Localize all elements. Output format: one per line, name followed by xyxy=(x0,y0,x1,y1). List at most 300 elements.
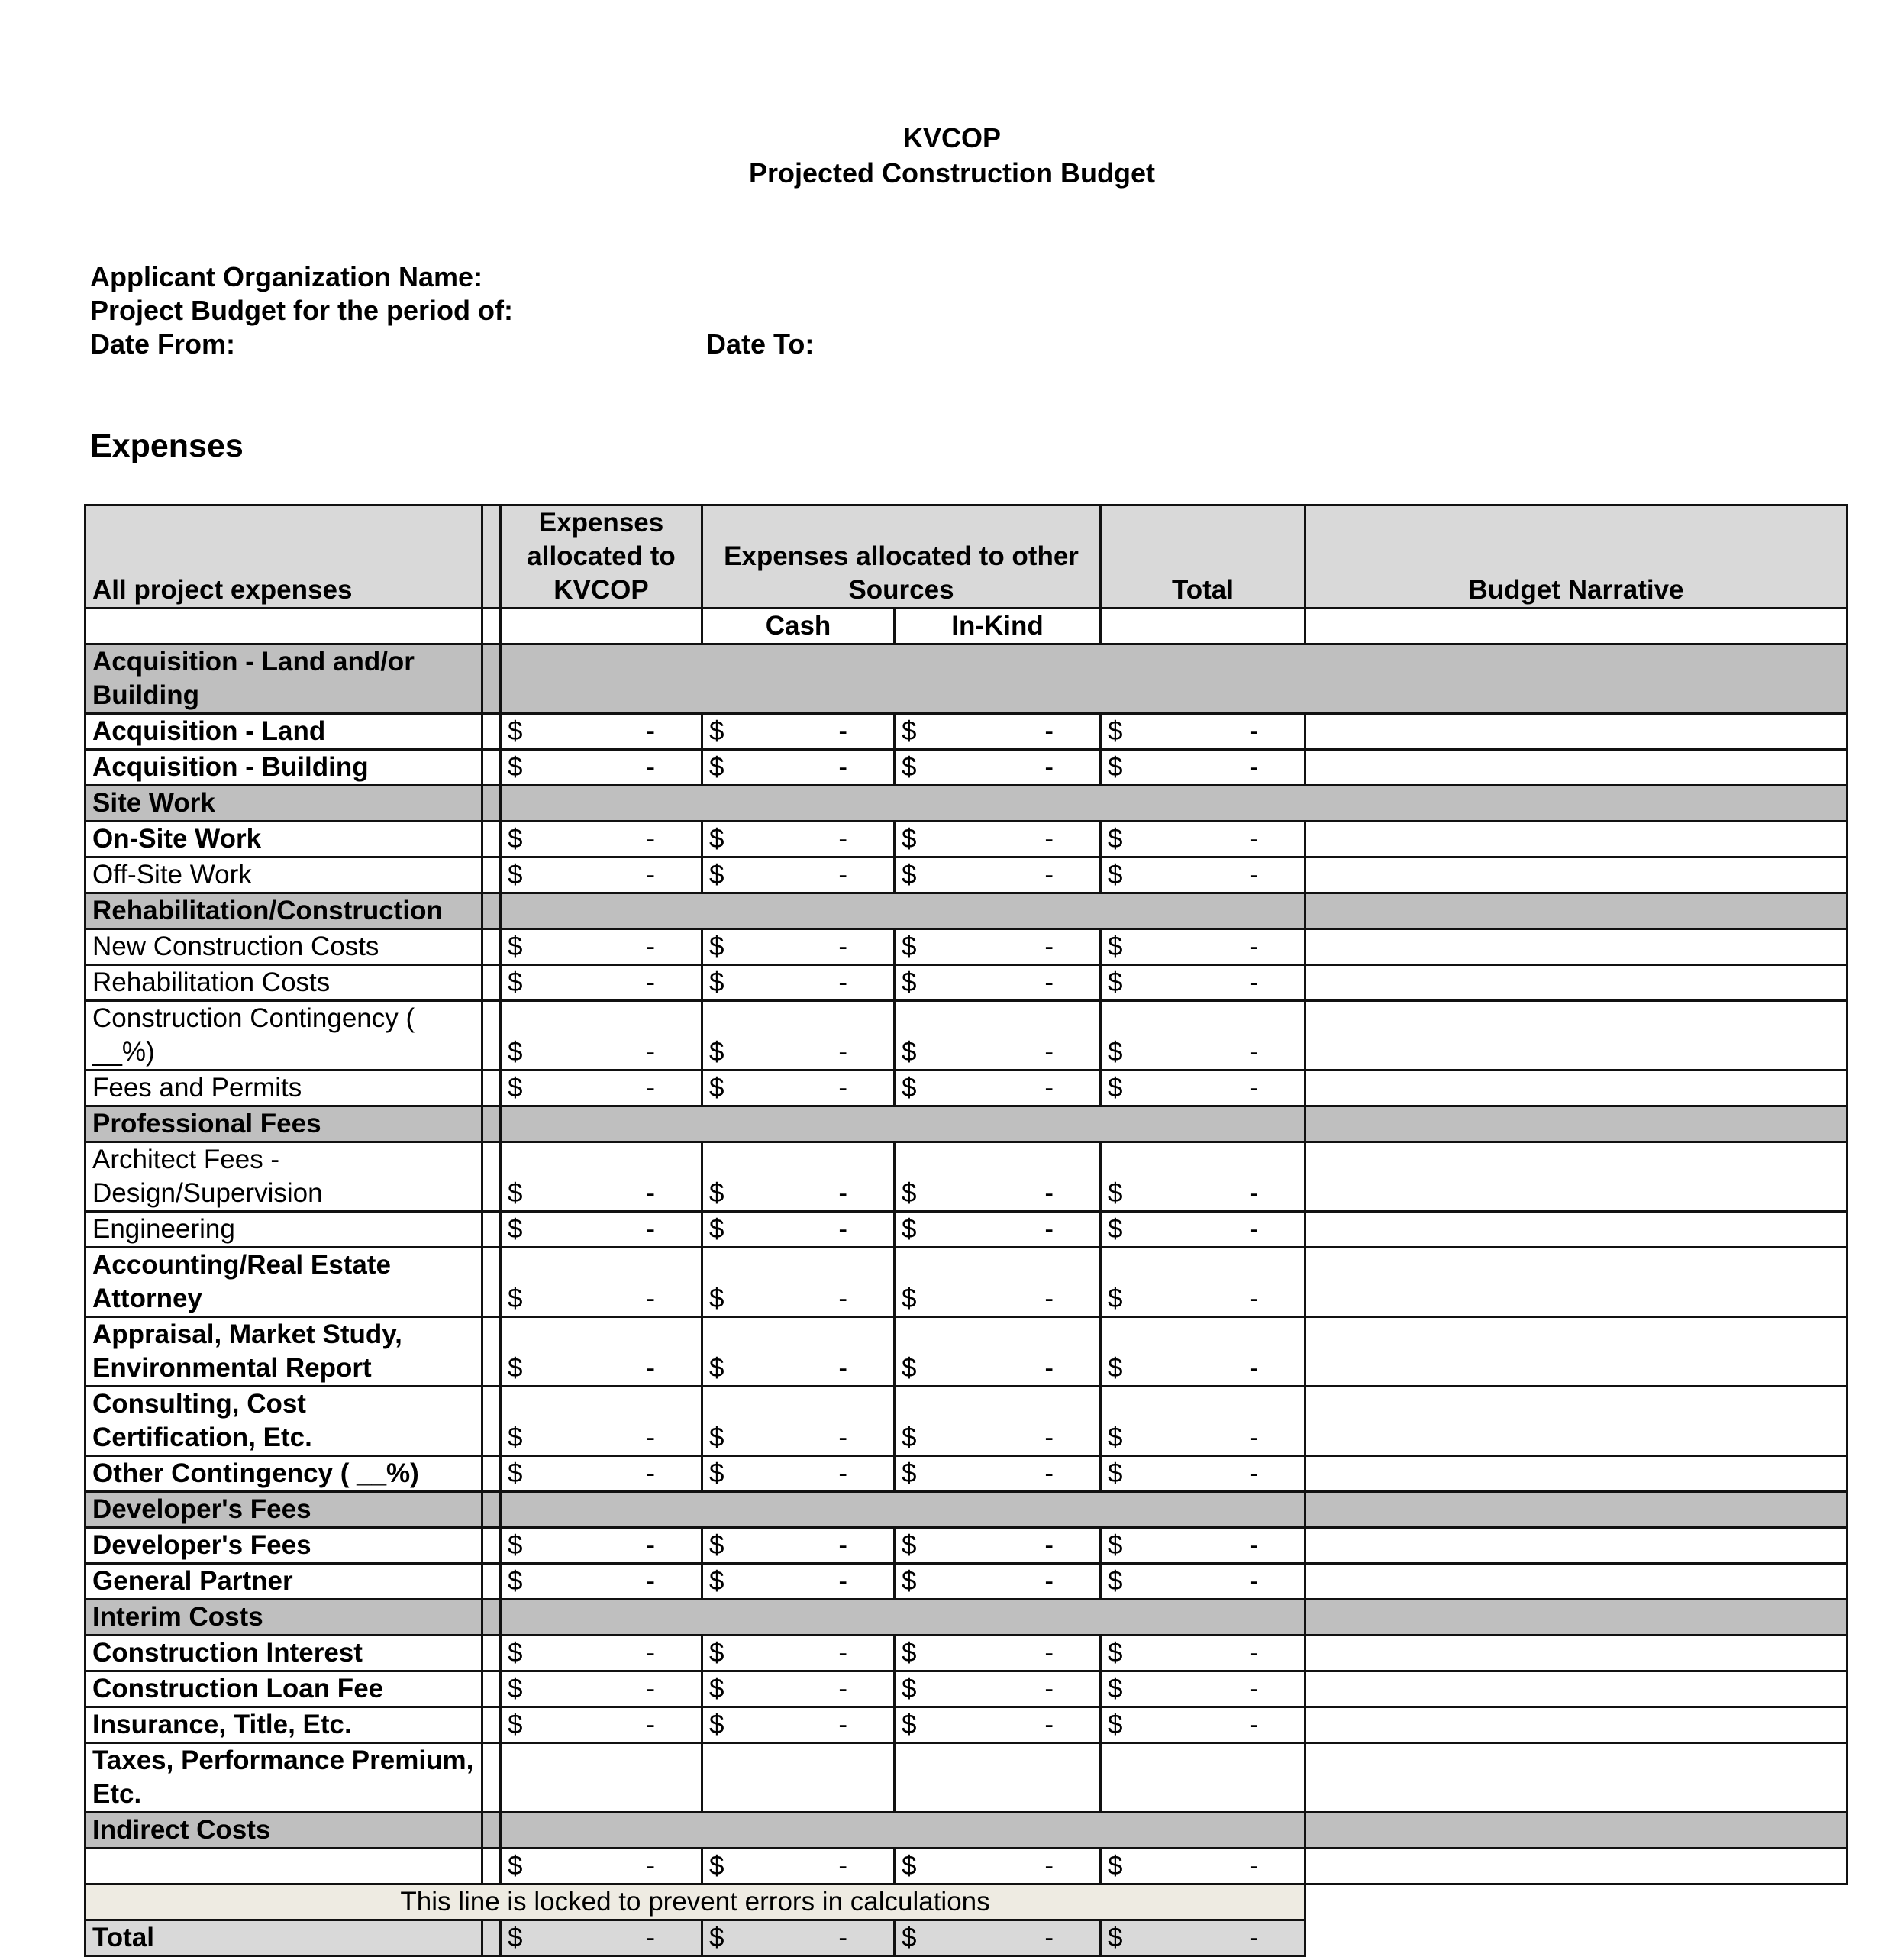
expense-label xyxy=(86,1849,482,1884)
budget-narrative-cell[interactable] xyxy=(1305,929,1848,965)
currency-symbol: $ xyxy=(902,1923,917,1952)
currency-symbol: $ xyxy=(508,1566,523,1596)
total-amount-cell[interactable] xyxy=(1101,1212,1305,1248)
inkind-amount-cell[interactable] xyxy=(895,750,1101,786)
total-amount-cell[interactable] xyxy=(1101,1743,1305,1813)
amount-value xyxy=(709,966,887,999)
row-spacer xyxy=(482,1671,501,1707)
category-label: Acquisition - Land and/or Building xyxy=(86,644,482,714)
amount-value xyxy=(1108,1849,1298,1883)
cash-amount-cell[interactable] xyxy=(702,750,895,786)
currency-symbol: $ xyxy=(1108,1353,1123,1383)
currency-symbol: $ xyxy=(508,1037,523,1067)
expense-label: Consulting, Cost Certification, Etc. xyxy=(86,1387,482,1456)
inkind-amount-cell[interactable] xyxy=(895,822,1101,857)
row-spacer xyxy=(482,1743,501,1813)
amount-dash: - xyxy=(838,1530,847,1560)
amount-value xyxy=(508,1351,695,1385)
category-narrative-cell xyxy=(1305,1106,1848,1142)
kvcop-amount-cell[interactable] xyxy=(501,1071,702,1106)
kvcop-amount-cell[interactable] xyxy=(501,857,702,893)
total-amount-cell[interactable] xyxy=(1101,965,1305,1001)
total-amount-cell[interactable] xyxy=(1101,1142,1305,1212)
kvcop-amount-cell[interactable] xyxy=(501,1456,702,1492)
cash-amount-cell[interactable] xyxy=(702,929,895,965)
kvcop-amount-cell[interactable] xyxy=(501,1317,702,1387)
kvcop-amount-cell[interactable] xyxy=(501,1707,702,1743)
amount-dash: - xyxy=(1249,1674,1258,1703)
kvcop-amount-cell[interactable] xyxy=(501,714,702,750)
amount-dash: - xyxy=(838,932,847,961)
row-spacer xyxy=(482,857,501,893)
category-fill xyxy=(501,1492,1305,1528)
cash-amount-cell[interactable] xyxy=(702,822,895,857)
category-narrative-cell xyxy=(1305,1600,1848,1636)
amount-dash: - xyxy=(838,1923,847,1952)
total-spacer xyxy=(482,1920,501,1956)
amount-value xyxy=(902,1636,1093,1670)
amount-dash: - xyxy=(1044,967,1054,997)
amount-value xyxy=(508,1457,695,1490)
cash-amount-cell[interactable] xyxy=(702,1001,895,1071)
amount-value xyxy=(1108,1351,1298,1385)
total-kvcop-amount-cell xyxy=(501,1920,702,1956)
currency-symbol: $ xyxy=(1108,1037,1123,1067)
amount-dash: - xyxy=(646,824,655,854)
header-other-sources: Expenses allocated to other Sources xyxy=(702,505,1101,609)
inkind-amount-cell[interactable] xyxy=(895,857,1101,893)
cash-amount-cell[interactable] xyxy=(702,1528,895,1564)
amount-value xyxy=(508,1529,695,1562)
currency-symbol: $ xyxy=(902,860,917,890)
amount-dash: - xyxy=(646,1423,655,1452)
expense-row xyxy=(86,1636,1848,1671)
currency-symbol: $ xyxy=(709,932,724,961)
inkind-amount-cell[interactable] xyxy=(895,965,1101,1001)
currency-symbol: $ xyxy=(709,1214,724,1244)
currency-symbol: $ xyxy=(902,1530,917,1560)
row-spacer xyxy=(482,1707,501,1743)
amount-dash: - xyxy=(838,1037,847,1067)
inkind-amount-cell[interactable] xyxy=(895,1456,1101,1492)
amount-value xyxy=(902,715,1093,748)
total-amount-cell[interactable] xyxy=(1101,1001,1305,1071)
column-header-row xyxy=(86,505,1848,609)
amount-value xyxy=(902,1849,1093,1883)
currency-symbol: $ xyxy=(1108,967,1123,997)
total-amount-cell[interactable] xyxy=(1101,750,1305,786)
amount-dash: - xyxy=(1044,1638,1054,1668)
expense-row xyxy=(86,1456,1848,1492)
cash-amount-cell[interactable] xyxy=(702,1743,895,1813)
amount-value xyxy=(1108,1421,1298,1455)
amount-value xyxy=(1108,751,1298,784)
amount-value xyxy=(902,1457,1093,1490)
cash-amount-cell[interactable] xyxy=(702,1248,895,1317)
budget-narrative-cell[interactable] xyxy=(1305,1671,1848,1707)
kvcop-amount-cell[interactable] xyxy=(501,1743,702,1813)
total-amount-cell[interactable] xyxy=(1101,1636,1305,1671)
sub-header-blank xyxy=(86,609,482,644)
amount-value xyxy=(709,1213,887,1246)
inkind-amount-cell[interactable] xyxy=(895,1317,1101,1387)
kvcop-amount-cell[interactable] xyxy=(501,1142,702,1212)
currency-symbol: $ xyxy=(1108,1923,1123,1952)
budget-narrative-cell[interactable] xyxy=(1305,1528,1848,1564)
budget-narrative-cell[interactable] xyxy=(1305,965,1848,1001)
currency-symbol: $ xyxy=(1108,1530,1123,1560)
row-spacer xyxy=(482,1142,501,1212)
amount-value xyxy=(709,1351,887,1385)
total-amount-cell[interactable] xyxy=(1101,1456,1305,1492)
amount-dash: - xyxy=(1044,1566,1054,1596)
kvcop-amount-cell[interactable] xyxy=(501,1564,702,1600)
row-spacer xyxy=(482,1212,501,1248)
expense-label: Architect Fees - Design/Supervision xyxy=(86,1142,482,1212)
amount-dash: - xyxy=(1044,1284,1054,1313)
amount-dash: - xyxy=(1249,824,1258,854)
cash-amount-cell[interactable] xyxy=(702,1636,895,1671)
cash-amount-cell[interactable] xyxy=(702,1142,895,1212)
expense-row xyxy=(86,1248,1848,1317)
kvcop-amount-cell[interactable] xyxy=(501,1636,702,1671)
kvcop-amount-cell[interactable] xyxy=(501,929,702,965)
category-row xyxy=(86,1106,1848,1142)
inkind-amount-cell[interactable] xyxy=(895,1528,1101,1564)
cash-amount-cell[interactable] xyxy=(702,1317,895,1387)
amount-dash: - xyxy=(1044,1674,1054,1703)
cash-amount-cell[interactable] xyxy=(702,1212,895,1248)
total-amount-cell[interactable] xyxy=(1101,1849,1305,1884)
amount-value xyxy=(1108,1672,1298,1706)
sub-header-kvcop-blank xyxy=(501,609,702,644)
currency-symbol: $ xyxy=(1108,824,1123,854)
cash-amount-cell[interactable] xyxy=(702,1564,895,1600)
amount-value xyxy=(902,966,1093,999)
budget-narrative-cell[interactable] xyxy=(1305,1317,1848,1387)
budget-narrative-cell[interactable] xyxy=(1305,1707,1848,1743)
currency-symbol: $ xyxy=(508,967,523,997)
expense-row xyxy=(86,1317,1848,1387)
row-spacer xyxy=(482,822,501,857)
kvcop-amount-cell[interactable] xyxy=(501,750,702,786)
cash-amount-cell[interactable] xyxy=(702,1456,895,1492)
currency-symbol: $ xyxy=(902,1423,917,1452)
amount-value xyxy=(709,930,887,964)
currency-symbol: $ xyxy=(709,1178,724,1208)
amount-dash: - xyxy=(646,860,655,890)
amount-dash: - xyxy=(646,1284,655,1313)
expense-row xyxy=(86,857,1848,893)
amount-dash: - xyxy=(838,1073,847,1103)
amount-dash: - xyxy=(1044,932,1054,961)
inkind-amount-cell[interactable] xyxy=(895,1001,1101,1071)
currency-symbol: $ xyxy=(508,1073,523,1103)
budget-narrative-cell[interactable] xyxy=(1305,1849,1848,1884)
cash-amount-cell[interactable] xyxy=(702,1707,895,1743)
kvcop-amount-cell[interactable] xyxy=(501,822,702,857)
amount-dash: - xyxy=(646,1530,655,1560)
expense-label: Off-Site Work xyxy=(86,857,482,893)
amount-dash: - xyxy=(646,1037,655,1067)
currency-symbol: $ xyxy=(902,1638,917,1668)
category-spacer xyxy=(482,644,501,714)
amount-value xyxy=(508,1071,695,1105)
currency-symbol: $ xyxy=(709,1674,724,1703)
currency-symbol: $ xyxy=(508,1530,523,1560)
currency-symbol: $ xyxy=(508,1710,523,1739)
budget-narrative-cell[interactable] xyxy=(1305,822,1848,857)
amount-value xyxy=(508,751,695,784)
cash-amount-cell[interactable] xyxy=(702,857,895,893)
inkind-amount-cell[interactable] xyxy=(895,1671,1101,1707)
amount-value xyxy=(1108,1708,1298,1742)
amount-value xyxy=(508,1921,695,1955)
budget-narrative-cell[interactable] xyxy=(1305,1071,1848,1106)
amount-value xyxy=(1108,715,1298,748)
currency-symbol: $ xyxy=(1108,1284,1123,1313)
category-fill xyxy=(501,893,1305,929)
currency-symbol: $ xyxy=(902,1566,917,1596)
amount-dash: - xyxy=(838,1638,847,1668)
amount-dash: - xyxy=(1249,1353,1258,1383)
amount-value xyxy=(902,1351,1093,1385)
currency-symbol: $ xyxy=(902,1284,917,1313)
amount-value xyxy=(1108,1035,1298,1069)
currency-symbol: $ xyxy=(709,1037,724,1067)
currency-symbol: $ xyxy=(902,752,917,782)
amount-dash: - xyxy=(1044,1178,1054,1208)
currency-symbol: $ xyxy=(709,1566,724,1596)
budget-narrative-cell[interactable] xyxy=(1305,1142,1848,1212)
cash-amount-cell[interactable] xyxy=(702,965,895,1001)
amount-value xyxy=(709,1035,887,1069)
budget-narrative-cell[interactable] xyxy=(1305,1248,1848,1317)
expense-row xyxy=(86,1071,1848,1106)
category-label: Developer's Fees xyxy=(86,1492,482,1528)
amount-dash: - xyxy=(1044,1037,1054,1067)
currency-symbol: $ xyxy=(902,1178,917,1208)
inkind-amount-cell[interactable] xyxy=(895,1564,1101,1600)
header-all-expenses: All project expenses xyxy=(86,505,482,609)
amount-dash: - xyxy=(1044,1923,1054,1952)
expense-row xyxy=(86,1142,1848,1212)
currency-symbol: $ xyxy=(1108,1178,1123,1208)
total-amount-cell[interactable] xyxy=(1101,1707,1305,1743)
amount-value xyxy=(709,1071,887,1105)
amount-value xyxy=(508,1421,695,1455)
budget-narrative-cell[interactable] xyxy=(1305,1564,1848,1600)
row-spacer xyxy=(482,1849,501,1884)
cash-amount-cell[interactable] xyxy=(702,1671,895,1707)
kvcop-amount-cell[interactable] xyxy=(501,1212,702,1248)
inkind-amount-cell[interactable] xyxy=(895,1849,1101,1884)
category-row xyxy=(86,1600,1848,1636)
total-label: Total xyxy=(86,1920,482,1956)
total-amount-cell[interactable] xyxy=(1101,714,1305,750)
expense-row xyxy=(86,1564,1848,1600)
amount-dash: - xyxy=(646,1851,655,1881)
currency-symbol: $ xyxy=(902,1073,917,1103)
amount-value xyxy=(1108,1457,1298,1490)
amount-dash: - xyxy=(838,752,847,782)
category-label: Rehabilitation/Construction xyxy=(86,893,482,929)
currency-symbol: $ xyxy=(508,1423,523,1452)
cash-amount-cell[interactable] xyxy=(702,1387,895,1456)
amount-value xyxy=(1108,1565,1298,1598)
amount-dash: - xyxy=(838,1214,847,1244)
kvcop-amount-cell[interactable] xyxy=(501,965,702,1001)
currency-symbol: $ xyxy=(709,824,724,854)
total-amount-cell[interactable] xyxy=(1101,1071,1305,1106)
inkind-amount-cell[interactable] xyxy=(895,929,1101,965)
kvcop-amount-cell[interactable] xyxy=(501,1001,702,1071)
amount-value xyxy=(508,1849,695,1883)
kvcop-amount-cell[interactable] xyxy=(501,1671,702,1707)
amount-dash: - xyxy=(646,1923,655,1952)
currency-symbol: $ xyxy=(902,1214,917,1244)
sub-header-cash: Cash xyxy=(702,609,895,644)
expense-row xyxy=(86,1849,1848,1884)
page-title: Projected Construction Budget xyxy=(748,157,1156,189)
inkind-amount-cell[interactable] xyxy=(895,1248,1101,1317)
budget-narrative-cell[interactable] xyxy=(1305,857,1848,893)
amount-dash: - xyxy=(646,1458,655,1488)
category-spacer xyxy=(482,1600,501,1636)
expense-label: Taxes, Performance Premium, Etc. xyxy=(86,1743,482,1813)
amount-value xyxy=(902,1672,1093,1706)
amount-dash: - xyxy=(1249,1284,1258,1313)
row-spacer xyxy=(482,1001,501,1071)
expense-row xyxy=(86,1387,1848,1456)
cash-amount-cell[interactable] xyxy=(702,1849,895,1884)
locked-blank xyxy=(1305,1884,1848,1920)
currency-symbol: $ xyxy=(1108,752,1123,782)
amount-dash: - xyxy=(1044,752,1054,782)
currency-symbol: $ xyxy=(508,752,523,782)
currency-symbol: $ xyxy=(508,1851,523,1881)
total-amount-cell[interactable] xyxy=(1101,1671,1305,1707)
total-blank xyxy=(1305,1920,1848,1956)
budget-narrative-cell[interactable] xyxy=(1305,1456,1848,1492)
amount-value xyxy=(709,1636,887,1670)
total-amount-cell[interactable] xyxy=(1101,929,1305,965)
total-row xyxy=(86,1920,1848,1956)
amount-value xyxy=(709,1282,887,1316)
currency-symbol: $ xyxy=(508,932,523,961)
kvcop-amount-cell[interactable] xyxy=(501,1387,702,1456)
amount-value xyxy=(508,858,695,892)
total-amount-cell[interactable] xyxy=(1101,857,1305,893)
amount-value xyxy=(709,1672,887,1706)
budget-narrative-cell[interactable] xyxy=(1305,750,1848,786)
inkind-amount-cell[interactable] xyxy=(895,1142,1101,1212)
amount-value xyxy=(709,1177,887,1210)
amount-value xyxy=(508,1035,695,1069)
currency-symbol: $ xyxy=(709,1923,724,1952)
category-spacer xyxy=(482,1492,501,1528)
inkind-amount-cell[interactable] xyxy=(895,1212,1101,1248)
inkind-amount-cell[interactable] xyxy=(895,1707,1101,1743)
row-spacer xyxy=(482,1387,501,1456)
inkind-amount-cell[interactable] xyxy=(895,1071,1101,1106)
total-amount-cell[interactable] xyxy=(1101,1248,1305,1317)
amount-value xyxy=(902,1708,1093,1742)
amount-dash: - xyxy=(1249,1851,1258,1881)
budget-narrative-cell[interactable] xyxy=(1305,714,1848,750)
currency-symbol: $ xyxy=(902,716,917,746)
amount-value xyxy=(508,1672,695,1706)
total-cash-amount-cell xyxy=(702,1920,895,1956)
total-amount-cell[interactable] xyxy=(1101,822,1305,857)
inkind-amount-cell[interactable] xyxy=(895,1387,1101,1456)
locked-note: This line is locked to prevent errors in calculations xyxy=(86,1884,1305,1920)
amount-value xyxy=(1108,1071,1298,1105)
expense-row xyxy=(86,929,1848,965)
currency-symbol: $ xyxy=(1108,1458,1123,1488)
row-spacer xyxy=(482,1248,501,1317)
budget-narrative-cell[interactable] xyxy=(1305,1001,1848,1071)
currency-symbol: $ xyxy=(709,1073,724,1103)
expense-label: Construction Interest xyxy=(86,1636,482,1671)
amount-dash: - xyxy=(838,1178,847,1208)
amount-dash: - xyxy=(646,716,655,746)
budget-narrative-cell[interactable] xyxy=(1305,1212,1848,1248)
kvcop-amount-cell[interactable] xyxy=(501,1248,702,1317)
inkind-amount-cell[interactable] xyxy=(895,714,1101,750)
total-amount-cell[interactable] xyxy=(1101,1528,1305,1564)
category-row xyxy=(86,786,1848,822)
amount-value xyxy=(709,858,887,892)
total-amount-cell[interactable] xyxy=(1101,1564,1305,1600)
amount-dash: - xyxy=(646,1674,655,1703)
budget-narrative-cell[interactable] xyxy=(1305,1743,1848,1813)
amount-dash: - xyxy=(1249,1458,1258,1488)
kvcop-amount-cell[interactable] xyxy=(501,1528,702,1564)
total-amount-cell[interactable] xyxy=(1101,1387,1305,1456)
header-total: Total xyxy=(1101,505,1305,609)
total-amount-cell[interactable] xyxy=(1101,1317,1305,1387)
inkind-amount-cell[interactable] xyxy=(895,1743,1101,1813)
currency-symbol: $ xyxy=(902,1037,917,1067)
cash-amount-cell[interactable] xyxy=(702,714,895,750)
amount-dash: - xyxy=(1044,1458,1054,1488)
expense-label: Accounting/Real Estate Attorney xyxy=(86,1248,482,1317)
amount-dash: - xyxy=(1249,967,1258,997)
category-spacer xyxy=(482,893,501,929)
category-fill xyxy=(501,1813,1305,1849)
header-spacer xyxy=(482,505,501,609)
expense-row xyxy=(86,1528,1848,1564)
category-label: Interim Costs xyxy=(86,1600,482,1636)
currency-symbol: $ xyxy=(508,716,523,746)
expense-label: Fees and Permits xyxy=(86,1071,482,1106)
sub-header-spacer xyxy=(482,609,501,644)
kvcop-amount-cell[interactable] xyxy=(501,1849,702,1884)
currency-symbol: $ xyxy=(709,1710,724,1739)
expense-label: Insurance, Title, Etc. xyxy=(86,1707,482,1743)
expense-label: Acquisition - Land xyxy=(86,714,482,750)
amount-dash: - xyxy=(646,1638,655,1668)
currency-symbol: $ xyxy=(1108,716,1123,746)
cash-amount-cell[interactable] xyxy=(702,1071,895,1106)
budget-narrative-cell[interactable] xyxy=(1305,1636,1848,1671)
currency-symbol: $ xyxy=(709,860,724,890)
budget-narrative-cell[interactable] xyxy=(1305,1387,1848,1456)
header-narrative: Budget Narrative xyxy=(1305,505,1848,609)
inkind-amount-cell[interactable] xyxy=(895,1636,1101,1671)
period-label: Project Budget for the period of: xyxy=(90,295,513,326)
